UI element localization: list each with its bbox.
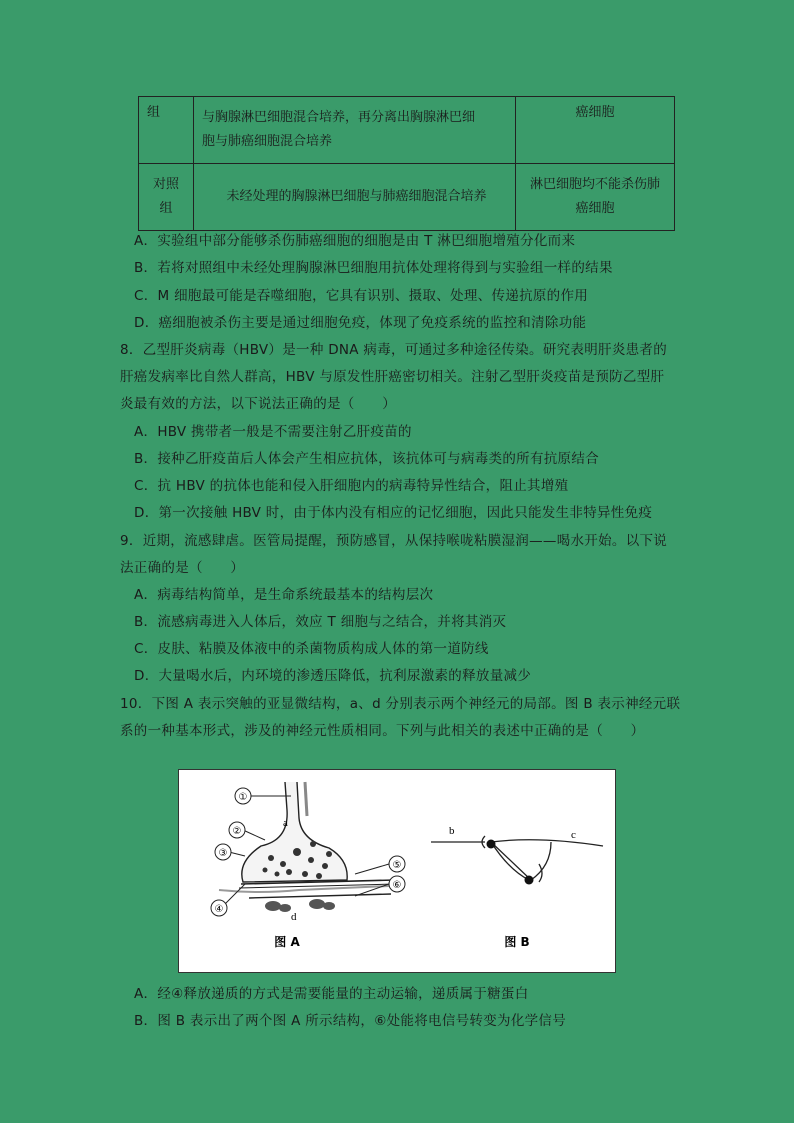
result-cell [516,97,675,164]
result-text: 淋巴细胞均不能杀伤肺 [529,177,660,192]
receptors [265,899,335,912]
caption-figure-b: 图 B [504,935,530,949]
treatment-text: 与胸腺淋巴细胞混合培养，再分离出胸腺淋巴细 [202,110,476,125]
label-d: d [291,911,297,923]
q8-stem: 肝癌发病率比自然人群高，HBV 与原发性肝癌密切相关。注射乙型肝炎疫苗是预防乙型肝 [120,369,665,385]
label-1: ① [238,792,248,803]
group-label: 对照 [152,177,179,192]
q9-stem: 法正确的是（ ） [120,560,245,576]
q10-option-b: B．图 B 表示出了两个图 A 所示结构，⑥处能将电信号转变为化学信号 [134,1013,567,1029]
q7-option-c: C．M 细胞最可能是吞噬细胞，它具有识别、摄取、处理、传递抗原的作用 [134,288,589,304]
q9-stem: 9．近期，流感肆虐。医管局提醒，预防感冒，从保持喉咙粘膜湿润——喝水开始。以下说 [120,533,668,549]
q10-option-a: A．经④释放递质的方式是需要能量的主动运输，递质属于糖蛋白 [134,986,529,1002]
q10-stem: 系的一种基本形式，涉及的神经元性质相同。下列与此相关的表述中正确的是（ ） [120,723,645,739]
caption-figure-a: 图 A [274,935,300,949]
q8-option-d: D．第一次接触 HBV 时，由于体内没有相应的记忆细胞，因此只能发生非特异性免疫 [134,505,653,521]
q8-option-a: A．HBV 携带者一般是不需要注射乙肝疫苗的 [134,424,412,440]
group-label: 组 [159,201,173,216]
q8-stem: 炎最有效的方法，以下说法正确的是（ ） [120,396,396,412]
label-c: c [571,829,576,841]
treatment-cell [194,164,516,231]
result-cell [516,164,675,231]
label-6: ⑥ [392,880,402,891]
q7-option-d: D．癌细胞被杀伤主要是通过细胞免疫，体现了免疫系统的监控和清除功能 [134,315,587,331]
label-a: a [283,817,288,829]
q9-option-b: B．流感病毒进入人体后，效应 T 细胞与之结合，并将其消灭 [134,614,507,630]
group-cell [139,164,194,231]
neuron-bodies [487,840,534,885]
treatment-text: 未经处理的胸腺淋巴细胞与肺癌细胞混合培养 [226,189,487,204]
table-row [139,97,675,164]
q8-option-b: B．接种乙肝疫苗后人体会产生相应抗体，该抗体可与病毒类的所有抗原结合 [134,451,599,467]
q8-option-c: C．抗 HBV 的抗体也能和侵入肝细胞内的病毒特异性结合，阻止其增殖 [134,478,569,494]
q9-option-a: A．病毒结构简单，是生命系统最基本的结构层次 [134,587,434,603]
q9-option-d: D．大量喝水后，内环境的渗透压降低，抗利尿激素的释放量减少 [134,668,532,684]
treatment-cell [194,97,516,164]
treatment-text: 胞与肺癌细胞混合培养 [202,134,333,149]
synapse-diagram [179,770,615,972]
q8-stem: 8．乙型肝炎病毒（HBV）是一种 DNA 病毒，可通过多种途径传染。研究表明肝炎患者的 [120,342,668,358]
label-3: ③ [218,848,228,859]
label-5: ⑤ [392,860,402,871]
table-row [139,164,675,231]
label-b: b [449,825,455,837]
q7-option-b: B．若将对照组中未经处理胸腺淋巴细胞用抗体处理将得到与实验组一样的结果 [134,260,613,276]
group-cell [139,97,194,164]
figure-b-drawing [431,836,603,882]
result-text: 癌细胞 [575,105,615,120]
experiment-table [138,96,675,231]
label-4: ④ [214,904,224,915]
q10-stem: 10．下图 A 表示突触的亚显微结构，a、d 分别表示两个神经元的局部。图 B 表示神经元联 [120,696,681,712]
result-text: 癌细胞 [575,201,615,216]
q9-option-c: C．皮肤、粘膜及体液中的杀菌物质构成人体的第一道防线 [134,641,489,657]
q7-option-a: A．实验组中部分能够杀伤肺癌细胞的细胞是由 T 淋巴细胞增殖分化而来 [134,233,576,249]
label-2: ② [232,826,242,837]
group-label: 组 [147,105,161,120]
synapse-figure [178,769,616,973]
